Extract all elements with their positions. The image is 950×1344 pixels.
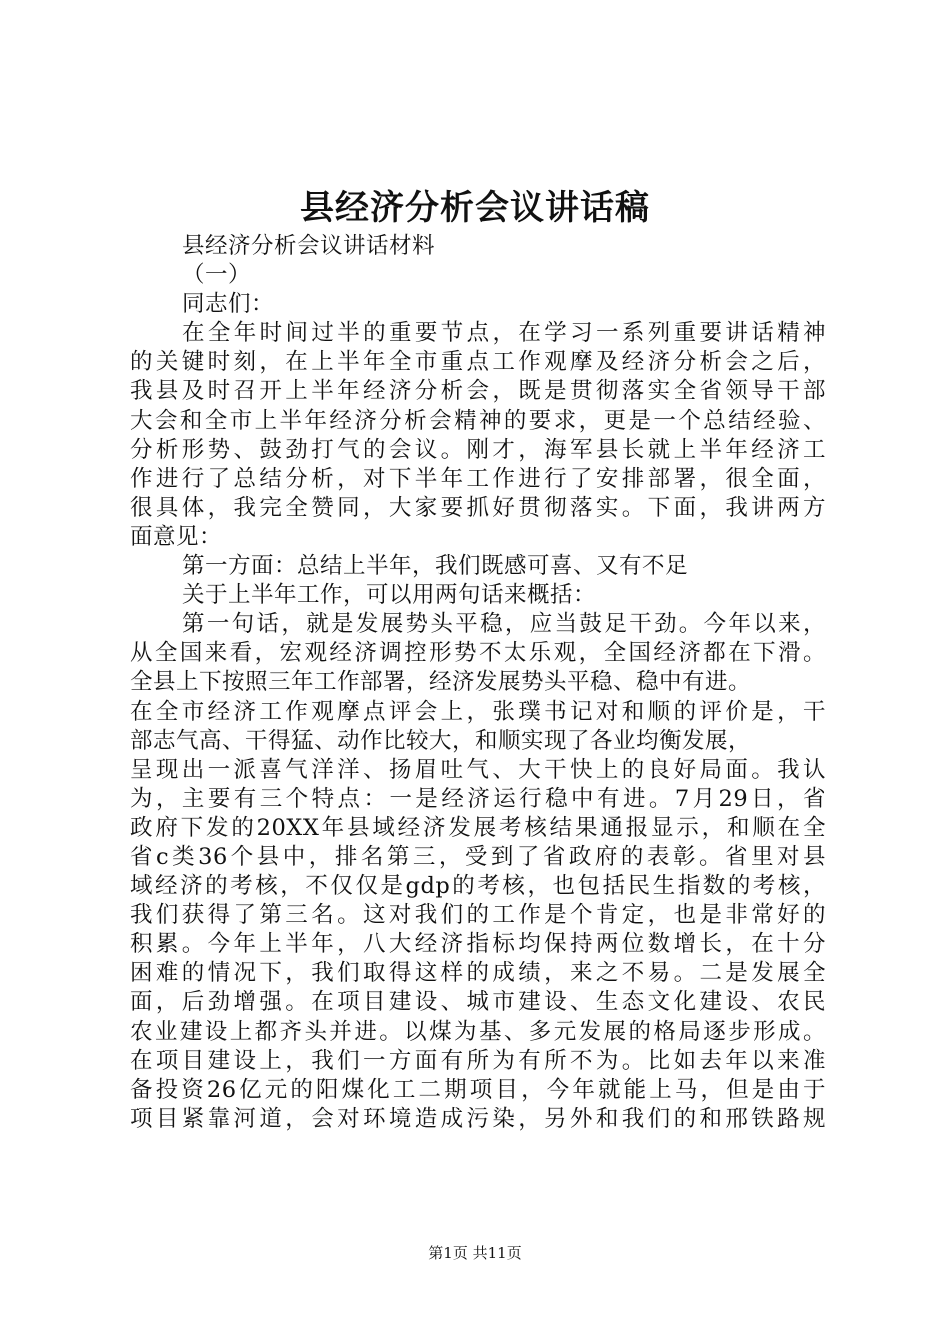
text-line: 的关键时刻，在上半年全市重点工作观摩及经济分析会之后， [130, 349, 826, 376]
text-line: 困难的情况下，我们取得这样的成绩，来之不易。二是发展全 [130, 960, 826, 987]
text-line: 在项目建设上，我们一方面有所为有所不为。比如去年以来准 [130, 1047, 826, 1074]
text-line: 农业建设上都齐头并进。以煤为基、多元发展的格局逐步形成。 [130, 1018, 826, 1045]
text-line: 在全年时间过半的重要节点，在学习一系列重要讲话精神 [182, 320, 826, 347]
text-line: 很具体，我完全赞同，大家要抓好贯彻落实。下面，我讲两方 [130, 494, 826, 521]
section-number-line: （一） [182, 262, 252, 289]
document-body [130, 232, 826, 1134]
text-line: 作进行了总结分析，对下半年工作进行了安排部署，很全面， [130, 465, 826, 492]
salutation-line: 同志们： [182, 291, 275, 318]
text-line: 政府下发的20XX年县域经济发展考核结果通报显示，和顺在全 [130, 814, 826, 841]
text-line: 域经济的考核，不仅仅是gdp的考核，也包括民生指数的考核， [130, 873, 826, 900]
text-line: 为，主要有三个特点：一是经济运行稳中有进。7月29日，省 [130, 785, 826, 812]
text-line: 积累。今年上半年，八大经济指标均保持两位数增长，在十分 [130, 931, 826, 958]
text-line: 全县上下按照三年工作部署，经济发展势头平稳、稳中有进。 [130, 669, 752, 696]
text-line: 大会和全市上半年经济分析会精神的要求，更是一个总结经验、 [130, 407, 826, 434]
text-line: 我县及时召开上半年经济分析会，既是贯彻落实全省领导干部 [130, 378, 826, 405]
text-line: 面，后劲增强。在项目建设、城市建设、生态文化建设、农民 [130, 989, 826, 1016]
document-title: 县经济分析会议讲话稿 [300, 188, 650, 228]
text-line: 分析形势、鼓劲打气的会议。刚才，海军县长就上半年经济工 [130, 436, 826, 463]
text-line: 项目紧靠河道，会对环境造成污染，另外和我们的和邢铁路规 [130, 1105, 826, 1132]
text-line: 省c类36个县中，排名第三，受到了省政府的表彰。省里对县 [130, 843, 826, 870]
subtitle-line: 县经济分析会议讲话材料 [182, 233, 436, 259]
text-line: 关于上半年工作，可以用两句话来概括： [182, 582, 597, 609]
text-line: 我们获得了第三名。这对我们的工作是个肯定，也是非常好的 [130, 902, 826, 929]
text-line: 呈现出一派喜气洋洋、扬眉吐气、大干快上的良好局面。我认 [130, 756, 826, 783]
text-line: 第一句话，就是发展势头平稳，应当鼓足干劲。今年以来， [182, 611, 826, 638]
text-line: 从全国来看，宏观经济调控形势不太乐观，全国经济都在下滑。 [130, 640, 826, 667]
text-line: 备投资26亿元的阳煤化工二期项目，今年就能上马，但是由于 [130, 1076, 826, 1103]
text-line: 部志气高、干得猛、动作比较大，和顺实现了各业均衡发展， [130, 727, 752, 754]
text-line: 面意见： [130, 523, 223, 550]
text-line: 在全市经济工作观摩点评会上，张璞书记对和顺的评价是，干 [130, 698, 826, 725]
page-footer: 第1页 共11页 [428, 1244, 522, 1262]
section-heading-line: 第一方面：总结上半年，我们既感可喜、又有不足 [182, 553, 689, 580]
